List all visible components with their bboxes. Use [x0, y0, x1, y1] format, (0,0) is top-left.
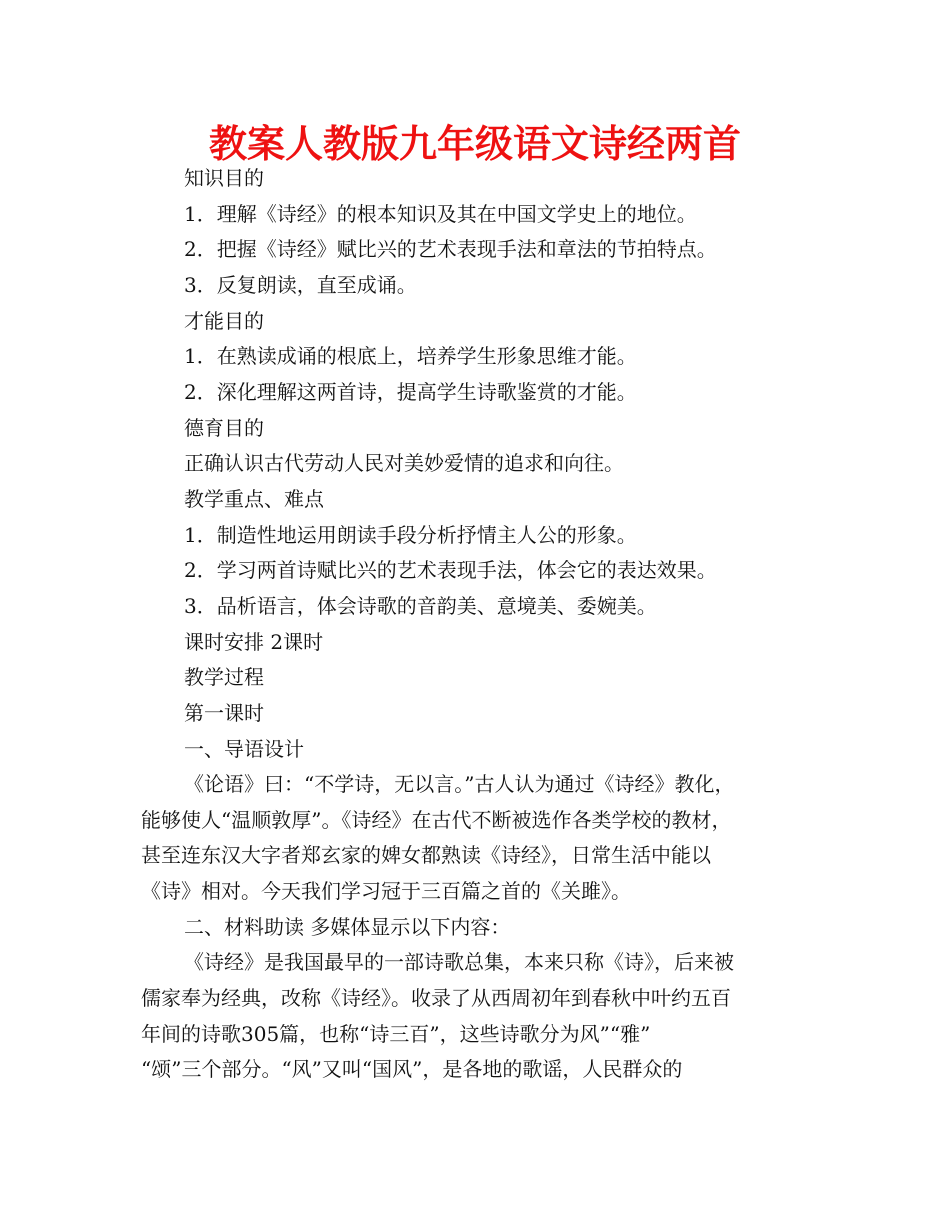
section-heading-introduction: 一、导语设计: [184, 737, 304, 761]
paragraph-line: 甚至连东汉大字者郑玄家的婢女都熟读《诗经》，日常生活中能以: [141, 843, 711, 867]
section-heading-moral-goals: 德育目的: [184, 416, 264, 440]
ability-goal-2: 2．深化理解这两首诗，提高学生诗歌鉴赏的才能。: [184, 380, 637, 404]
class-hours: 课时安排 2课时: [184, 630, 324, 654]
paragraph-line: 《诗经》是我国最早的一部诗歌总集，本来只称《诗》，后来被: [184, 950, 734, 974]
knowledge-goal-3: 3．反复朗读，直至成诵。: [184, 273, 417, 297]
section-heading-materials: 二、材料助读 多媒体显示以下内容：: [184, 915, 511, 939]
paragraph-line: “颂”三个部分。“风”又叫“国风”，是各地的歌谣，人民群众的: [141, 1057, 683, 1081]
section-heading-teaching-process: 教学过程: [184, 665, 264, 689]
section-heading-ability-goals: 才能目的: [184, 309, 264, 333]
ability-goal-1: 1．在熟读成诵的根底上，培养学生形象思维才能。: [184, 344, 637, 368]
section-heading-first-lesson: 第一课时: [184, 701, 264, 725]
key-point-2: 2．学习两首诗赋比兴的艺术表现手法，体会它的表达效果。: [184, 558, 717, 582]
paragraph-line: 年间的诗歌305篇，也称“诗三百”，这些诗歌分为风”“雅”: [141, 1022, 651, 1046]
paragraph-line: 能够使人“温顺敦厚”。《诗经》在古代不断被选作各类学校的教材，: [141, 808, 732, 832]
knowledge-goal-2: 2．把握《诗经》赋比兴的艺术表现手法和章法的节拍特点。: [184, 237, 717, 261]
key-point-3: 3．品析语言，体会诗歌的音韵美、意境美、委婉美。: [184, 594, 657, 618]
section-heading-key-points: 教学重点、难点: [184, 487, 324, 511]
moral-goal: 正确认识古代劳动人民对美妙爱情的追求和向往。: [184, 451, 624, 475]
section-heading-knowledge-goals: 知识目的: [184, 166, 264, 190]
paragraph-line: 《诗》相对。今天我们学习冠于三百篇之首的《关雎》。: [141, 879, 631, 903]
document-title: 教案人教版九年级语文诗经两首: [208, 122, 741, 166]
key-point-1: 1．制造性地运用朗读手段分析抒情主人公的形象。: [184, 523, 637, 547]
knowledge-goal-1: 1．理解《诗经》的根本知识及其在中国文学史上的地位。: [184, 202, 697, 226]
paragraph-line: 儒家奉为经典，改称《诗经》。收录了从西周初年到春秋中叶约五百: [141, 986, 731, 1010]
paragraph-line: 《论语》曰：“不学诗，无以言。”古人认为通过《诗经》教化，: [184, 772, 735, 796]
